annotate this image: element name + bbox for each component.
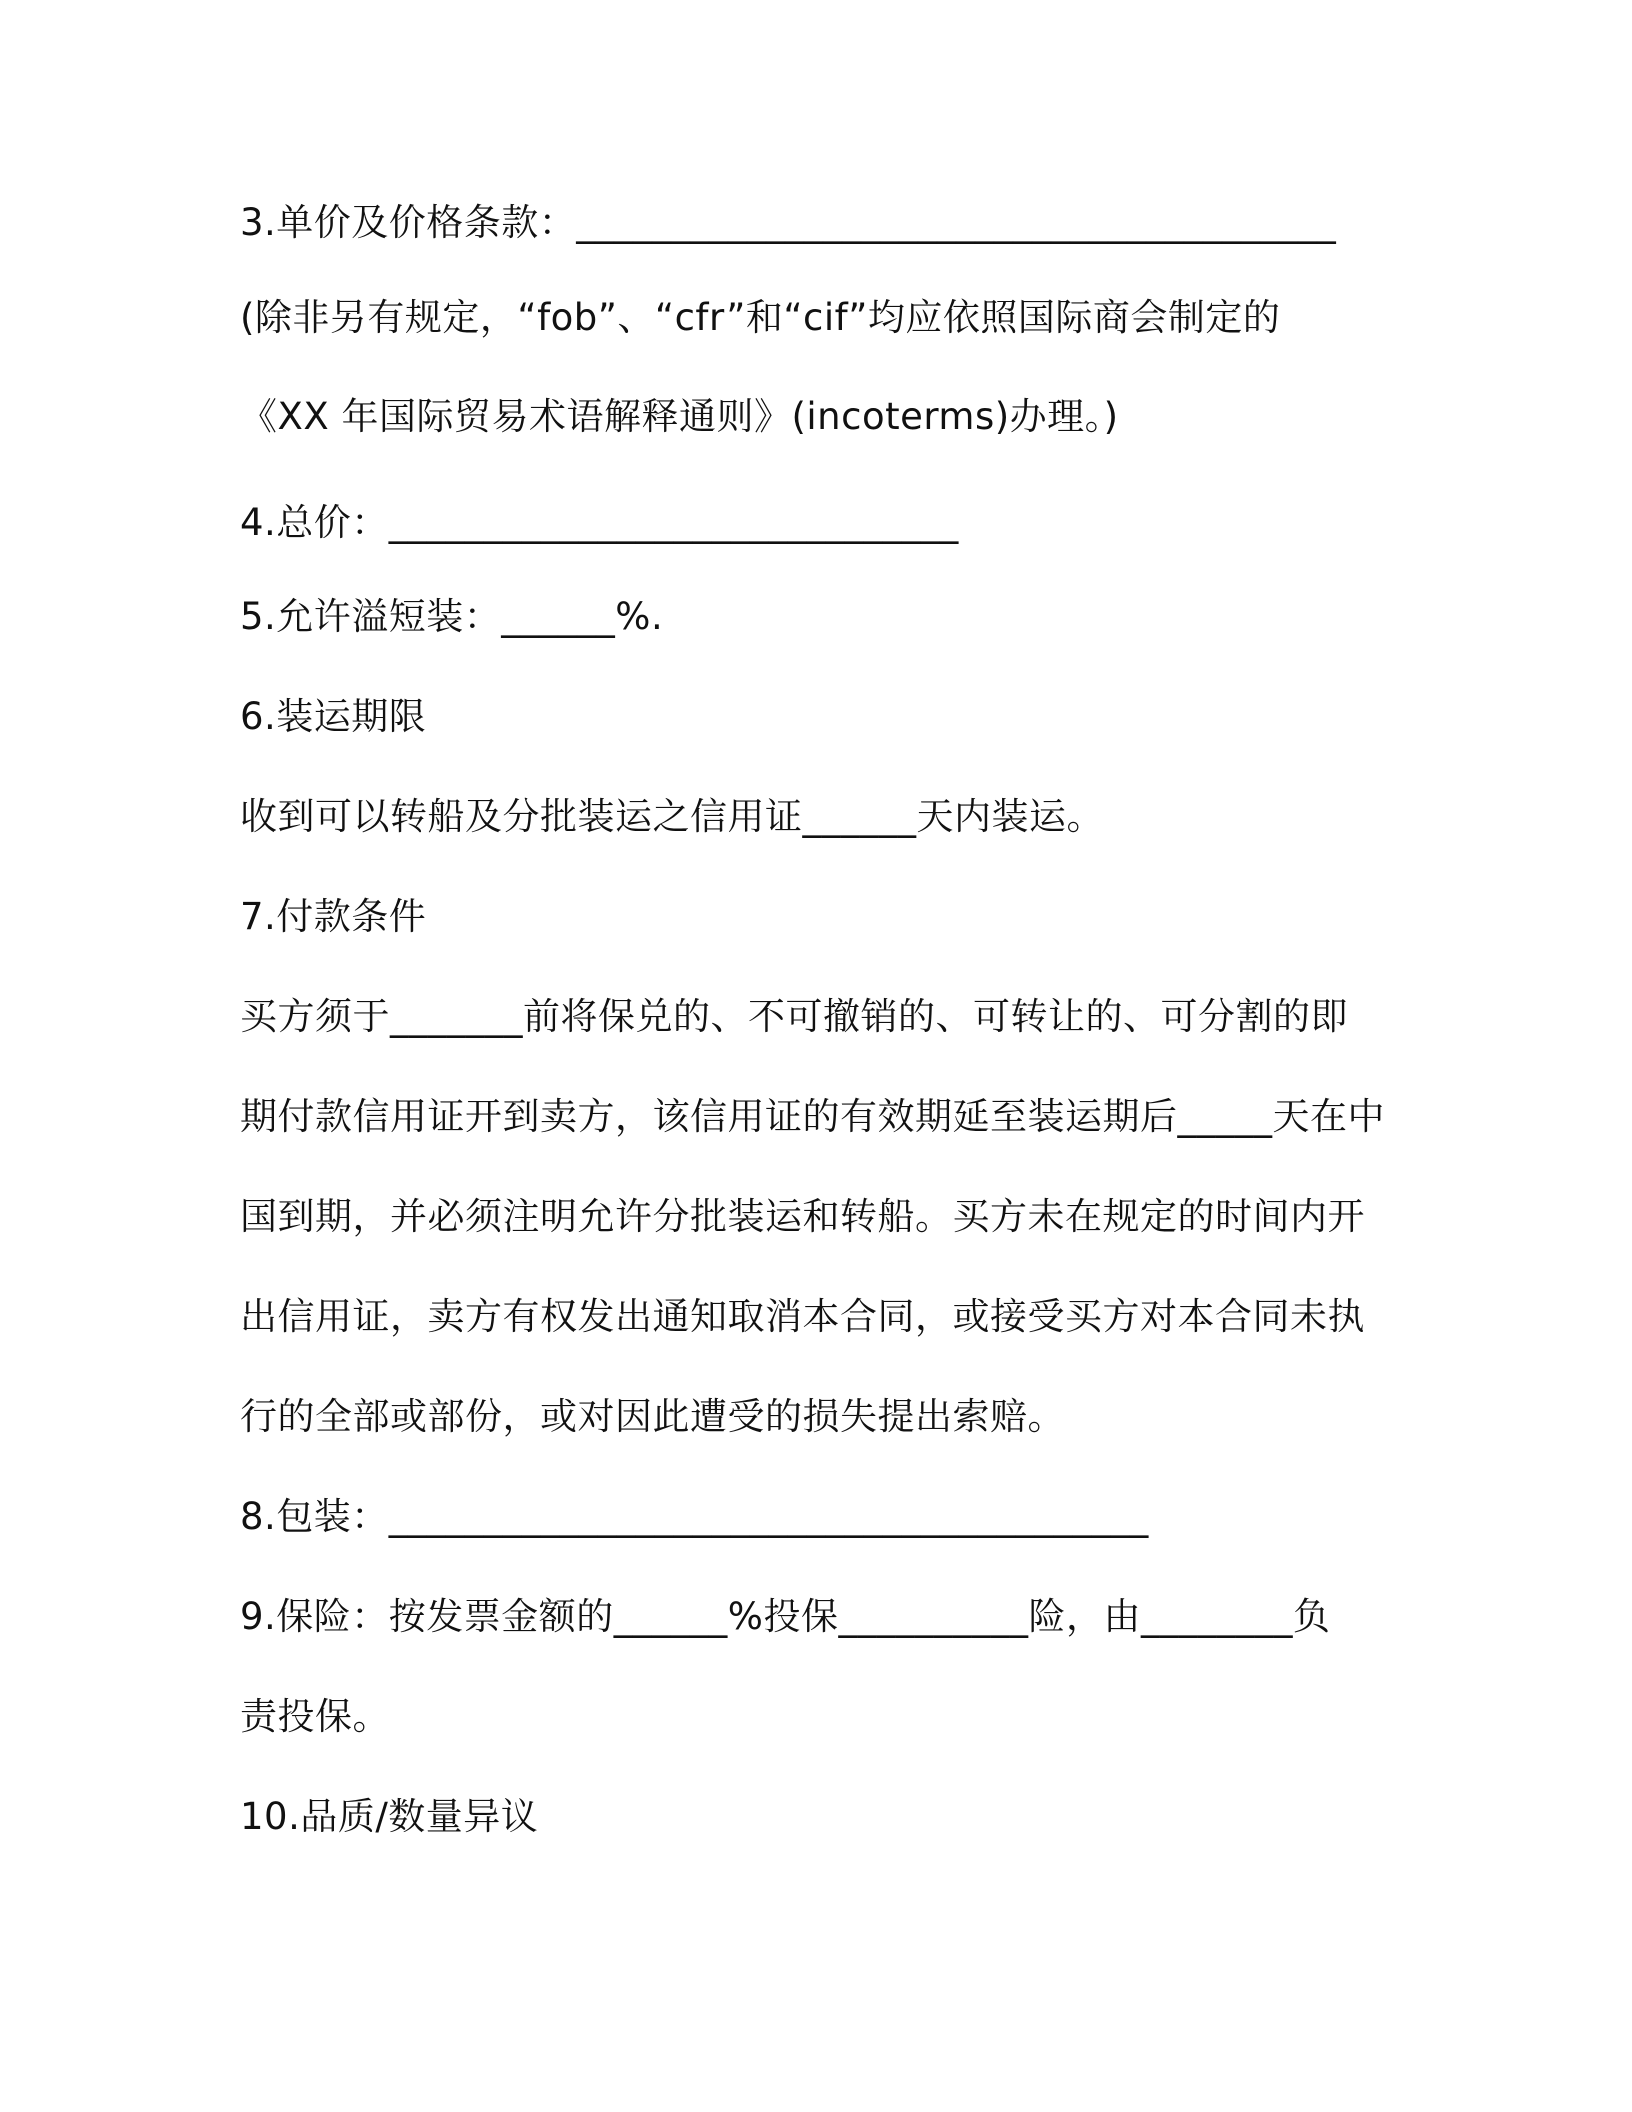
clause-3-note-line-1: (除非另有规定，“fob”、“cfr”和“cif”均应依照国际商会制定的 (240, 296, 1281, 339)
clause-7-body-line-2: 期付款信用证开到卖方，该信用证的有效期延至装运期后_____天在中 (240, 1095, 1385, 1138)
clause-7-body-line-5: 行的全部或部份，或对因此遭受的损失提出索赔。 (240, 1395, 1065, 1438)
clause-3-note-line-2: 《XX 年国际贸易术语解释通则》(incoterms)办理。) (240, 395, 1119, 438)
clause-7-body-line-4: 出信用证，卖方有权发出通知取消本合同，或接受买方对本合同未执 (240, 1295, 1365, 1338)
clause-7-body-line-1: 买方须于_______前将保兑的、不可撤销的、可转让的、可分割的即 (240, 995, 1348, 1038)
clause-6-heading: 6.装运期限 (240, 695, 427, 738)
clause-8-packing: 8.包装：________________________________________ (240, 1495, 1149, 1538)
clause-9-insurance-line-2: 责投保。 (240, 1695, 390, 1738)
clause-5-tolerance: 5.允许溢短装：______%. (240, 595, 664, 638)
clause-7-body-line-3: 国到期，并必须注明允许分批装运和转船。买方未在规定的时间内开 (240, 1195, 1365, 1238)
clause-10-heading: 10.品质/数量异议 (240, 1795, 539, 1838)
clause-9-insurance-line-1: 9.保险：按发票金额的______%投保__________险，由________负 (240, 1595, 1331, 1638)
clause-6-body: 收到可以转船及分批装运之信用证______天内装运。 (240, 795, 1104, 838)
clause-7-heading: 7.付款条件 (240, 895, 427, 938)
clause-3-price-terms: 3.单价及价格条款：________________________________________ (240, 201, 1337, 244)
clause-4-total-price: 4.总价：______________________________ (240, 501, 959, 544)
